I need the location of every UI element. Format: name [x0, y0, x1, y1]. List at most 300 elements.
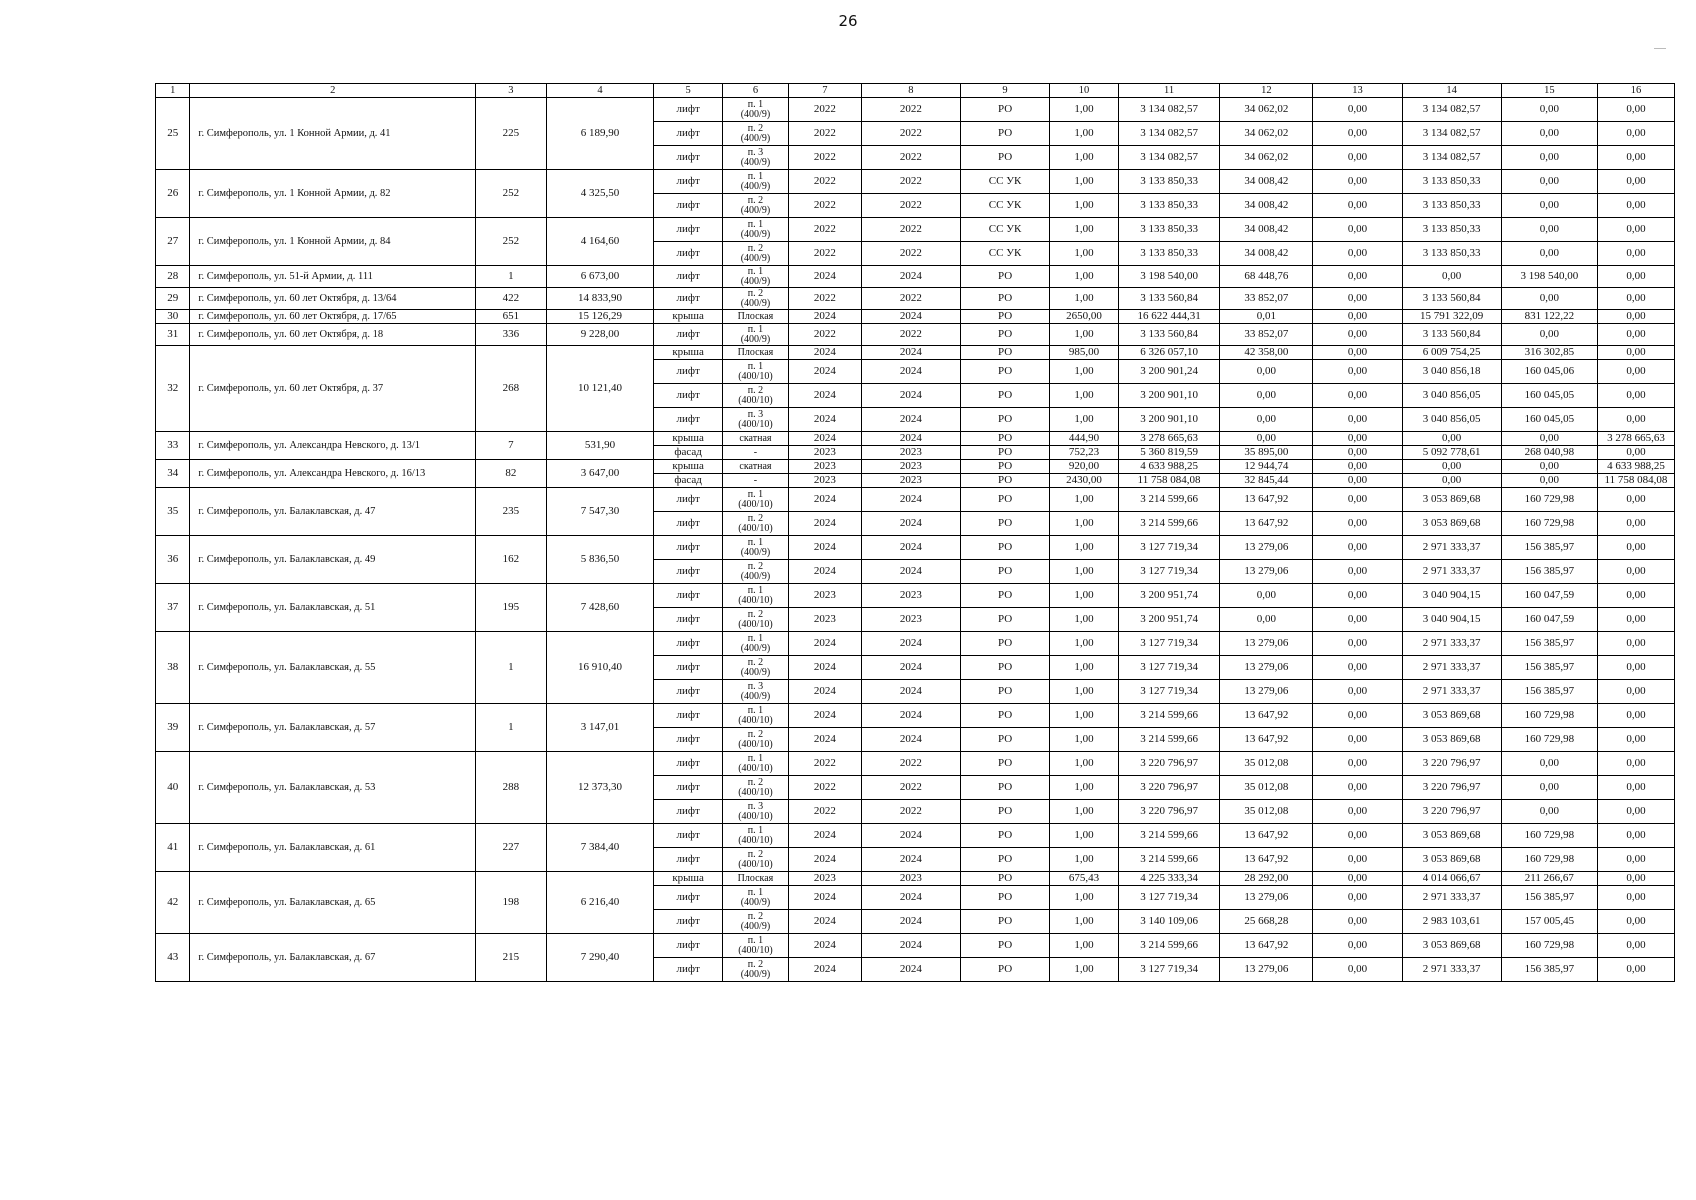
volume-cell: 2430,00: [1050, 474, 1119, 488]
year-cell: 2024: [788, 886, 861, 910]
row-number: 34: [156, 460, 190, 488]
cost-cell: 0,00: [1597, 800, 1674, 824]
cost-cell: 0,00: [1597, 384, 1674, 408]
spec-main: п. 1: [747, 704, 764, 716]
area-cell: 7 384,40: [546, 824, 653, 872]
address-cell: г. Симферополь, ул. Балаклавская, д. 49: [190, 536, 476, 584]
volume-cell: 1,00: [1050, 584, 1119, 608]
spec-sub: (400/10): [738, 810, 773, 822]
executor-cell: РО: [961, 288, 1050, 310]
element-type-cell: лифт: [654, 122, 723, 146]
cost-cell: 15 791 322,09: [1402, 310, 1501, 324]
cost-cell: 0,00: [1402, 432, 1501, 446]
element-spec-cell: [723, 432, 789, 446]
executor-cell: РО: [961, 536, 1050, 560]
spec-sub: (400/9): [740, 968, 771, 980]
element-spec-cell: [723, 474, 789, 488]
element-type-cell: крыша: [654, 310, 723, 324]
cost-cell: 0,00: [1597, 310, 1674, 324]
year-cell: 2022: [861, 324, 960, 346]
cost-cell: 0,00: [1597, 872, 1674, 886]
cost-cell: 156 385,97: [1501, 632, 1597, 656]
col3-cell: 1: [475, 632, 546, 704]
element-type-cell: лифт: [654, 218, 723, 242]
cost-cell: 0,00: [1597, 608, 1674, 632]
cost-cell: 0,00: [1313, 384, 1402, 408]
element-type-cell: лифт: [654, 324, 723, 346]
address-cell: г. Симферополь, ул. 1 Конной Армии, д. 41: [190, 98, 476, 170]
row-number: 31: [156, 324, 190, 346]
area-cell: 16 910,40: [546, 632, 653, 704]
volume-cell: 1,00: [1050, 704, 1119, 728]
spec-main: п. 1: [747, 536, 764, 548]
executor-cell: РО: [961, 446, 1050, 460]
spec-sub: (400/9): [740, 896, 771, 908]
cost-cell: 156 385,97: [1501, 560, 1597, 584]
element-spec-cell: [723, 488, 789, 512]
executor-cell: СС УК: [961, 170, 1050, 194]
cost-cell: 3 133 850,33: [1402, 242, 1501, 266]
cost-cell: 0,00: [1597, 584, 1674, 608]
total-cost-cell: 3 133 560,84: [1118, 324, 1219, 346]
cost-cell: 0,00: [1597, 680, 1674, 704]
table-row: [156, 310, 1675, 324]
table-row: [156, 288, 1675, 310]
volume-cell: 1,00: [1050, 146, 1119, 170]
row-number: 32: [156, 346, 190, 432]
row-number: 37: [156, 584, 190, 632]
cost-cell: 13 647,92: [1220, 848, 1313, 872]
element-type-cell: лифт: [654, 170, 723, 194]
year-cell: 2022: [861, 288, 960, 310]
cost-cell: 0,00: [1501, 98, 1597, 122]
address-cell: г. Симферополь, ул. 60 лет Октября, д. 17/65: [190, 310, 476, 324]
year-cell: 2022: [788, 98, 861, 122]
spec-main: скатная: [739, 432, 772, 444]
cost-cell: 32 845,44: [1220, 474, 1313, 488]
volume-cell: 1,00: [1050, 194, 1119, 218]
year-cell: 2022: [788, 170, 861, 194]
cost-cell: 0,00: [1313, 824, 1402, 848]
cost-cell: 160 729,98: [1501, 848, 1597, 872]
element-spec-cell: [723, 584, 789, 608]
cost-cell: 0,00: [1402, 266, 1501, 288]
year-cell: 2024: [788, 934, 861, 958]
cost-cell: 4 633 988,25: [1597, 460, 1674, 474]
row-number: 42: [156, 872, 190, 934]
cost-cell: 0,00: [1313, 608, 1402, 632]
total-cost-cell: 3 214 599,66: [1118, 512, 1219, 536]
element-spec-cell: [723, 288, 789, 310]
cost-cell: 0,00: [1597, 824, 1674, 848]
spec-main: п. 1: [747, 170, 764, 182]
area-cell: 14 833,90: [546, 288, 653, 310]
cost-cell: 0,00: [1501, 288, 1597, 310]
total-cost-cell: 3 220 796,97: [1118, 752, 1219, 776]
element-spec-cell: [723, 704, 789, 728]
volume-cell: 1,00: [1050, 408, 1119, 432]
cost-cell: 0,00: [1597, 632, 1674, 656]
cost-cell: 3 134 082,57: [1402, 122, 1501, 146]
cost-cell: 0,00: [1597, 146, 1674, 170]
total-cost-cell: 3 127 719,34: [1118, 958, 1219, 982]
cost-cell: 3 053 869,68: [1402, 704, 1501, 728]
spec-main: Плоская: [737, 872, 774, 884]
executor-cell: РО: [961, 800, 1050, 824]
cost-cell: 34 062,02: [1220, 146, 1313, 170]
cost-cell: 34 062,02: [1220, 98, 1313, 122]
spec-sub: (400/9): [740, 666, 771, 678]
element-spec-cell: [723, 680, 789, 704]
element-spec-cell: [723, 848, 789, 872]
cost-cell: 0,00: [1597, 346, 1674, 360]
table-row: [156, 324, 1675, 346]
total-cost-cell: 3 200 951,74: [1118, 584, 1219, 608]
cost-cell: 316 302,85: [1501, 346, 1597, 360]
cost-cell: 0,00: [1313, 632, 1402, 656]
table-row: [156, 536, 1675, 560]
cost-cell: 0,00: [1220, 432, 1313, 446]
cost-cell: 0,00: [1597, 170, 1674, 194]
cost-cell: 0,00: [1597, 958, 1674, 982]
row-number: 41: [156, 824, 190, 872]
col3-cell: 252: [475, 170, 546, 218]
total-cost-cell: 3 127 719,34: [1118, 680, 1219, 704]
year-cell: 2022: [788, 146, 861, 170]
col3-cell: 215: [475, 934, 546, 982]
total-cost-cell: 3 220 796,97: [1118, 776, 1219, 800]
year-cell: 2024: [861, 632, 960, 656]
executor-cell: РО: [961, 310, 1050, 324]
element-spec-cell: [723, 218, 789, 242]
table-row: [156, 872, 1675, 886]
cost-cell: 0,00: [1313, 680, 1402, 704]
executor-cell: СС УК: [961, 242, 1050, 266]
area-cell: 12 373,30: [546, 752, 653, 824]
cost-cell: 3 133 850,33: [1402, 218, 1501, 242]
year-cell: 2022: [861, 146, 960, 170]
cost-cell: 0,01: [1220, 310, 1313, 324]
address-cell: г. Симферополь, ул. Александра Невского, д. 13/1: [190, 432, 476, 460]
cost-cell: 3 220 796,97: [1402, 752, 1501, 776]
element-type-cell: лифт: [654, 752, 723, 776]
spec-sub: (400/9): [740, 252, 771, 264]
element-type-cell: фасад: [654, 446, 723, 460]
area-cell: 7 290,40: [546, 934, 653, 982]
cost-cell: 35 012,08: [1220, 776, 1313, 800]
col3-cell: 651: [475, 310, 546, 324]
spec-main: п. 2: [747, 512, 764, 524]
col3-cell: 225: [475, 98, 546, 170]
spec-main: п. 3: [747, 146, 764, 158]
year-cell: 2024: [788, 346, 861, 360]
spec-main: п. 1: [747, 265, 764, 277]
row-number: 39: [156, 704, 190, 752]
element-type-cell: лифт: [654, 848, 723, 872]
spec-sub: (400/10): [738, 738, 773, 750]
element-type-cell: лифт: [654, 776, 723, 800]
cost-cell: 6 009 754,25: [1402, 346, 1501, 360]
year-cell: 2024: [861, 310, 960, 324]
spec-sub: (400/9): [740, 546, 771, 558]
year-cell: 2024: [861, 266, 960, 288]
executor-cell: РО: [961, 384, 1050, 408]
cost-cell: 0,00: [1313, 360, 1402, 384]
cost-cell: 156 385,97: [1501, 958, 1597, 982]
volume-cell: 1,00: [1050, 680, 1119, 704]
total-cost-cell: 3 220 796,97: [1118, 800, 1219, 824]
cost-cell: 3 053 869,68: [1402, 824, 1501, 848]
spec-sub: (400/10): [738, 594, 773, 606]
executor-cell: РО: [961, 146, 1050, 170]
spec-main: п. 3: [747, 800, 764, 812]
cost-cell: 0,00: [1220, 408, 1313, 432]
volume-cell: 1,00: [1050, 384, 1119, 408]
executor-cell: РО: [961, 560, 1050, 584]
element-spec-cell: [723, 632, 789, 656]
table-row: [156, 432, 1675, 446]
year-cell: 2022: [788, 218, 861, 242]
column-number: 8: [861, 84, 960, 98]
cost-cell: 0,00: [1597, 360, 1674, 384]
area-cell: 4 325,50: [546, 170, 653, 218]
total-cost-cell: 3 127 719,34: [1118, 632, 1219, 656]
total-cost-cell: 3 133 850,33: [1118, 170, 1219, 194]
volume-cell: 1,00: [1050, 608, 1119, 632]
year-cell: 2024: [788, 958, 861, 982]
year-cell: 2024: [861, 680, 960, 704]
executor-cell: РО: [961, 324, 1050, 346]
cost-cell: 35 012,08: [1220, 752, 1313, 776]
cost-cell: 2 971 333,37: [1402, 680, 1501, 704]
volume-cell: 1,00: [1050, 958, 1119, 982]
element-spec-cell: [723, 800, 789, 824]
address-cell: г. Симферополь, ул. Балаклавская, д. 55: [190, 632, 476, 704]
cost-cell: 5 092 778,61: [1402, 446, 1501, 460]
table-row: [156, 704, 1675, 728]
cost-cell: 156 385,97: [1501, 680, 1597, 704]
cost-cell: 160 729,98: [1501, 824, 1597, 848]
spec-main: п. 1: [747, 934, 764, 946]
volume-cell: 1,00: [1050, 728, 1119, 752]
spec-main: п. 2: [747, 656, 764, 668]
cost-cell: 3 040 904,15: [1402, 584, 1501, 608]
volume-cell: 1,00: [1050, 886, 1119, 910]
volume-cell: 1,00: [1050, 266, 1119, 288]
volume-cell: 985,00: [1050, 346, 1119, 360]
spec-main: п. 2: [747, 776, 764, 788]
element-type-cell: лифт: [654, 886, 723, 910]
executor-cell: РО: [961, 752, 1050, 776]
cost-cell: 0,00: [1501, 460, 1597, 474]
cost-cell: 0,00: [1597, 752, 1674, 776]
executor-cell: РО: [961, 584, 1050, 608]
total-cost-cell: 3 133 560,84: [1118, 288, 1219, 310]
total-cost-cell: 3 133 850,33: [1118, 242, 1219, 266]
cost-cell: 0,00: [1313, 886, 1402, 910]
element-spec-cell: [723, 608, 789, 632]
element-type-cell: лифт: [654, 384, 723, 408]
row-number: 25: [156, 98, 190, 170]
year-cell: 2022: [861, 218, 960, 242]
cost-cell: 831 122,22: [1501, 310, 1597, 324]
volume-cell: 1,00: [1050, 242, 1119, 266]
year-cell: 2024: [861, 910, 960, 934]
volume-cell: 1,00: [1050, 170, 1119, 194]
spec-sub: (400/10): [738, 498, 773, 510]
cost-cell: 3 133 560,84: [1402, 288, 1501, 310]
element-type-cell: лифт: [654, 824, 723, 848]
executor-cell: РО: [961, 488, 1050, 512]
table-row: [156, 488, 1675, 512]
executor-cell: СС УК: [961, 194, 1050, 218]
element-type-cell: лифт: [654, 536, 723, 560]
executor-cell: СС УК: [961, 218, 1050, 242]
column-number: 13: [1313, 84, 1402, 98]
year-cell: 2024: [861, 656, 960, 680]
spec-sub: (400/9): [740, 920, 771, 932]
element-spec-cell: [723, 824, 789, 848]
total-cost-cell: 3 214 599,66: [1118, 824, 1219, 848]
address-cell: г. Симферополь, ул. Балаклавская, д. 61: [190, 824, 476, 872]
cost-cell: 3 040 856,18: [1402, 360, 1501, 384]
row-number: 26: [156, 170, 190, 218]
cost-cell: 0,00: [1313, 288, 1402, 310]
cost-cell: 156 385,97: [1501, 886, 1597, 910]
year-cell: 2022: [861, 98, 960, 122]
total-cost-cell: 3 134 082,57: [1118, 122, 1219, 146]
spec-main: п. 1: [747, 98, 764, 110]
area-cell: 3 147,01: [546, 704, 653, 752]
spec-sub: (400/10): [738, 834, 773, 846]
cost-cell: 2 971 333,37: [1402, 536, 1501, 560]
address-cell: г. Симферополь, ул. Балаклавская, д. 67: [190, 934, 476, 982]
cost-cell: 3 133 560,84: [1402, 324, 1501, 346]
cost-cell: 13 647,92: [1220, 934, 1313, 958]
cost-cell: 0,00: [1313, 584, 1402, 608]
table-body: [156, 84, 1675, 982]
executor-cell: РО: [961, 680, 1050, 704]
cost-cell: 0,00: [1501, 146, 1597, 170]
spec-sub: (400/9): [740, 132, 771, 144]
element-spec-cell: [723, 266, 789, 288]
cost-cell: 13 279,06: [1220, 560, 1313, 584]
executor-cell: РО: [961, 934, 1050, 958]
cost-cell: 12 944,74: [1220, 460, 1313, 474]
address-cell: г. Симферополь, ул. Александра Невского, д. 16/13: [190, 460, 476, 488]
cost-cell: 0,00: [1501, 432, 1597, 446]
cost-cell: 13 279,06: [1220, 958, 1313, 982]
table-row: [156, 346, 1675, 360]
executor-cell: РО: [961, 346, 1050, 360]
total-cost-cell: 3 200 901,24: [1118, 360, 1219, 384]
cost-cell: 0,00: [1313, 460, 1402, 474]
element-spec-cell: [723, 384, 789, 408]
volume-cell: 1,00: [1050, 488, 1119, 512]
cost-cell: 0,00: [1501, 324, 1597, 346]
year-cell: 2023: [788, 460, 861, 474]
year-cell: 2024: [788, 488, 861, 512]
year-cell: 2024: [788, 512, 861, 536]
edge-mark: [1654, 48, 1666, 49]
cost-cell: 0,00: [1313, 310, 1402, 324]
element-type-cell: лифт: [654, 680, 723, 704]
total-cost-cell: 5 360 819,59: [1118, 446, 1219, 460]
year-cell: 2022: [861, 242, 960, 266]
cost-cell: 3 053 869,68: [1402, 488, 1501, 512]
spec-sub: (400/10): [738, 858, 773, 870]
cost-cell: 0,00: [1313, 488, 1402, 512]
cost-cell: 0,00: [1313, 170, 1402, 194]
cost-cell: 0,00: [1597, 848, 1674, 872]
cost-cell: 2 971 333,37: [1402, 560, 1501, 584]
cost-cell: 0,00: [1501, 218, 1597, 242]
total-cost-cell: 3 214 599,66: [1118, 488, 1219, 512]
element-spec-cell: [723, 560, 789, 584]
spec-main: п. 1: [747, 488, 764, 500]
row-number: 27: [156, 218, 190, 266]
volume-cell: 1,00: [1050, 934, 1119, 958]
column-number: 15: [1501, 84, 1597, 98]
cost-cell: 0,00: [1220, 360, 1313, 384]
element-spec-cell: [723, 360, 789, 384]
spec-main: п. 2: [747, 242, 764, 254]
cost-cell: 28 292,00: [1220, 872, 1313, 886]
total-cost-cell: 3 198 540,00: [1118, 266, 1219, 288]
col3-cell: 1: [475, 266, 546, 288]
row-number: 35: [156, 488, 190, 536]
year-cell: 2023: [788, 446, 861, 460]
total-cost-cell: 3 278 665,63: [1118, 432, 1219, 446]
spec-main: п. 1: [747, 886, 764, 898]
cost-cell: 0,00: [1220, 384, 1313, 408]
cost-cell: 3 133 850,33: [1402, 170, 1501, 194]
spec-main: п. 2: [747, 910, 764, 922]
area-cell: 6 189,90: [546, 98, 653, 170]
row-number: 43: [156, 934, 190, 982]
cost-cell: 13 647,92: [1220, 824, 1313, 848]
year-cell: 2022: [861, 776, 960, 800]
year-cell: 2024: [788, 656, 861, 680]
total-cost-cell: 3 140 109,06: [1118, 910, 1219, 934]
cost-cell: 0,00: [1597, 446, 1674, 460]
address-cell: г. Симферополь, ул. 60 лет Октября, д. 13/64: [190, 288, 476, 310]
col3-cell: 235: [475, 488, 546, 536]
year-cell: 2023: [861, 608, 960, 632]
area-cell: 6 673,00: [546, 266, 653, 288]
total-cost-cell: 3 133 850,33: [1118, 218, 1219, 242]
address-cell: г. Симферополь, ул. Балаклавская, д. 57: [190, 704, 476, 752]
spec-main: п. 2: [747, 958, 764, 970]
cost-cell: 0,00: [1597, 776, 1674, 800]
spec-sub: (400/9): [740, 180, 771, 192]
cost-cell: 3 040 856,05: [1402, 408, 1501, 432]
area-cell: 5 836,50: [546, 536, 653, 584]
cost-cell: 2 971 333,37: [1402, 632, 1501, 656]
cost-cell: 160 729,98: [1501, 488, 1597, 512]
total-cost-cell: 11 758 084,08: [1118, 474, 1219, 488]
total-cost-cell: 3 127 719,34: [1118, 536, 1219, 560]
total-cost-cell: 3 200 901,10: [1118, 384, 1219, 408]
column-number: 7: [788, 84, 861, 98]
cost-cell: 0,00: [1501, 800, 1597, 824]
year-cell: 2023: [788, 872, 861, 886]
cost-cell: 0,00: [1597, 704, 1674, 728]
volume-cell: 1,00: [1050, 910, 1119, 934]
year-cell: 2023: [788, 474, 861, 488]
cost-cell: 13 647,92: [1220, 704, 1313, 728]
address-cell: г. Симферополь, ул. Балаклавская, д. 53: [190, 752, 476, 824]
